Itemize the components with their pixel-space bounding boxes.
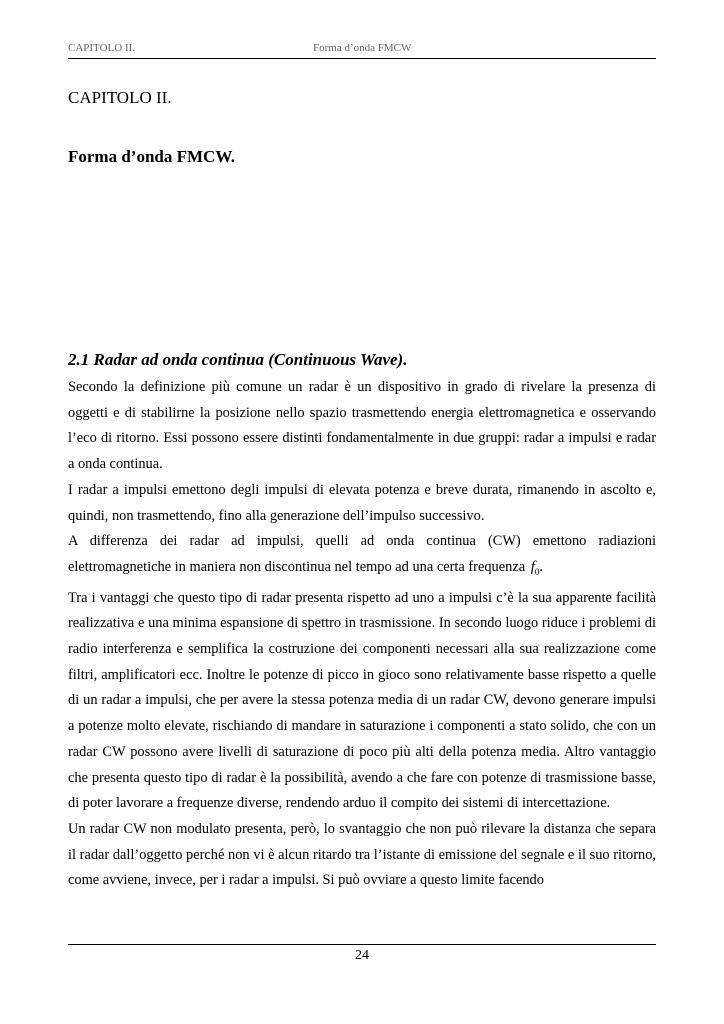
- frequency-subscript: 0: [534, 566, 540, 577]
- section-heading: 2.1 Radar ad onda continua (Continuous Wave).: [68, 350, 408, 369]
- paragraph-cw-radar: [68, 529, 656, 585]
- frequency-symbol-f: f: [530, 558, 535, 575]
- footer-divider: [68, 944, 656, 945]
- paragraph-disadvantage: Un radar CW non modulato presenta, però, lo svantaggio che non può rilevare la distanza che separa il radar dall’oggetto perché non vi è alcun ritardo tra l’istante di emissione del segnale e il suo ritorno, come avviene, invece, per i radar a impulsi. Si può ovviare a questo limite facendo: [68, 820, 656, 889]
- header-chapter: CAPITOLO II.: [68, 42, 136, 54]
- chapter-title: Forma d’onda FMCW.: [68, 147, 236, 166]
- page-number: 24: [355, 948, 369, 963]
- body-text: [68, 375, 656, 894]
- chapter-label: CAPITOLO II.: [68, 88, 172, 107]
- paragraph-advantages: Tra i vantaggi che questo tipo di radar presenta rispetto ad uno a impulsi c’è la sua apparente facilità realizzativa e una minima espansione di spettro in trasmissione. In secondo luogo riduce i problemi di radio interferenza e semplifica la costruzione dei componenti necessari alla sua realizzazione come filtri, amplificatori ecc. Inoltre le potenze di picco in gioco sono relativamente basse rispetto a quelle di un radar a impulsi, che per avere la stessa potenza media di un radar CW, devono generare impulsi a potenze molto elevate, rischiando di mandare in saturazione i componenti a stato solido, che con un radar CW possono avere livelli di saturazione di poco più alti della potenza media. Altro vantaggio che presenta questo tipo di radar è la possibilità, avendo a che fare con potenze di trasmissione basse, di poter lavorare a frequenze diverse, rendendo arduo il compito dei sistemi di intercettazione.: [68, 589, 656, 812]
- running-header: [68, 40, 656, 59]
- header-title: Forma d’onda FMCW: [313, 42, 412, 54]
- paragraph-cw-end: .: [539, 558, 543, 575]
- paragraph-cw-text: A differenza dei radar ad impulsi, quelli ad onda continua (CW) emettono radiazioni elettromagnetiche in maniera non discontinua nel tempo ad una certa frequenza: [68, 533, 656, 575]
- paragraph-pulse-radar: I radar a impulsi emettono degli impulsi di elevata potenza e breve durata, rimanendo in ascolto e, quindi, non trasmettendo, fino alla generazione dell’impulso successivo.: [68, 481, 656, 524]
- paragraph-definition: Secondo la definizione più comune un radar è un dispositivo in grado di rivelare la presenza di oggetti e di stabilirne la posizione nello spazio trasmettendo energia elettromagnetica e osservando l’eco di ritorno. Essi possono essere distinti fondamentalmente in due gruppi: radar a impulsi e radar a onda continua.: [68, 379, 656, 473]
